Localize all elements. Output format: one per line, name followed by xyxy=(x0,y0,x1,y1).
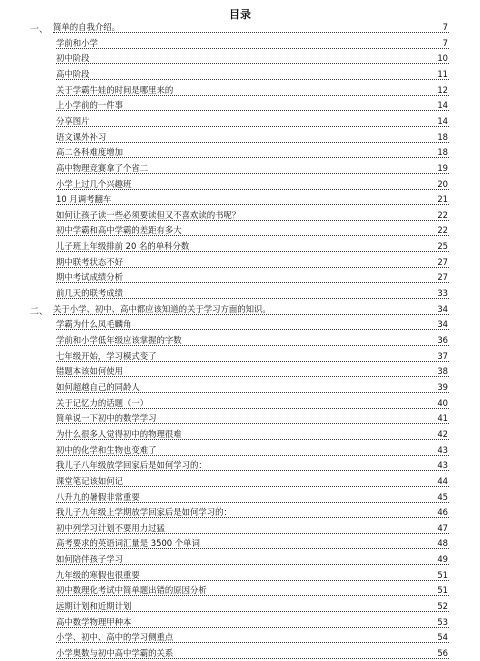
toc-entry[interactable] xyxy=(0,331,480,347)
toc-entry-text: 初中的化学和生物也变难了 xyxy=(56,444,157,455)
toc-entry[interactable] xyxy=(0,425,480,441)
page-number: 14 xyxy=(437,100,448,111)
toc-entry-text: 我儿子九年级上学期放学回家后是如何学习的： xyxy=(56,507,232,518)
page-number: 46 xyxy=(437,507,448,518)
page-number: 20 xyxy=(437,178,448,189)
toc-entry[interactable] xyxy=(0,81,480,97)
toc-entry-text: 八升九的暑假非常重要 xyxy=(56,491,140,502)
toc-entry[interactable] xyxy=(0,65,480,81)
page-number: 44 xyxy=(437,475,448,486)
toc-entry[interactable] xyxy=(0,456,480,472)
toc-entry-text: 九年级的寒假也很重要 xyxy=(56,569,140,580)
toc-entry[interactable] xyxy=(0,534,480,550)
page-number: 37 xyxy=(437,350,448,361)
toc-entry-text: 高中数学物理甲种本 xyxy=(56,616,132,627)
page-number: 40 xyxy=(437,397,448,408)
toc-entry[interactable] xyxy=(0,253,480,269)
toc-entry-text: 简单的自我介绍。 xyxy=(53,22,120,32)
page-number: 38 xyxy=(437,366,448,377)
toc-entry-text: 期中考试成绩分析 xyxy=(56,272,123,283)
page-number: 45 xyxy=(437,491,448,502)
toc-entry[interactable] xyxy=(0,519,480,535)
toc-entry[interactable] xyxy=(0,347,480,363)
toc-entry-text: 分享图片 xyxy=(56,115,90,126)
toc-title: 目录 xyxy=(229,8,251,21)
toc-entry[interactable] xyxy=(0,566,480,582)
toc-entry-text: 如何陪伴孩子学习 xyxy=(56,554,123,565)
page-number: 27 xyxy=(437,272,448,283)
page-number: 25 xyxy=(437,241,448,252)
toc-entry-text: 高考要求的英语词汇量是 3500 个单词 xyxy=(56,538,200,549)
toc-entry[interactable] xyxy=(0,112,480,128)
toc-entry-text: 课堂笔记该如何记 xyxy=(56,475,123,486)
page-number: 7 xyxy=(442,37,448,48)
page-number: 51 xyxy=(437,585,448,596)
toc-entry[interactable] xyxy=(0,409,480,425)
page-number: 12 xyxy=(437,84,448,95)
toc-entry-text: 初中数理化考试中简单题出错的原因分析 xyxy=(56,585,207,596)
toc-entry[interactable] xyxy=(0,597,480,613)
toc-entry-text: 七年级开始，学习模式变了 xyxy=(56,350,157,361)
toc-entry[interactable] xyxy=(0,503,480,519)
toc-entry-text: 学前和小学 xyxy=(56,37,98,48)
toc-entry-text: 学前和小学低年级应该掌握的字数 xyxy=(56,335,182,345)
page-number: 7 xyxy=(442,22,448,32)
toc-entry[interactable] xyxy=(0,190,480,206)
page-number: 33 xyxy=(437,288,448,299)
toc-entry-text: 初中列学习计划不要用力过猛 xyxy=(56,522,165,533)
toc-entry[interactable] xyxy=(0,613,480,629)
toc-section[interactable] xyxy=(0,300,480,316)
page-number: 49 xyxy=(437,554,448,565)
toc-entry-text: 如何让孩子读一些必须要读但又不喜欢读的书呢？ xyxy=(56,209,241,220)
page-number: 43 xyxy=(437,460,448,471)
toc-entry[interactable] xyxy=(0,143,480,159)
page-number: 22 xyxy=(437,209,448,220)
toc-entry-text: 初中学霸和高中学霸的差距有多大 xyxy=(56,225,182,236)
toc-entry-text: 高中物理竞赛拿了个省二 xyxy=(56,162,149,173)
page-number: 42 xyxy=(437,428,448,439)
toc-entry[interactable] xyxy=(0,34,480,50)
toc-entry-text: 小学上过几个兴趣班 xyxy=(56,178,132,189)
toc-entry[interactable] xyxy=(0,472,480,488)
page-number: 34 xyxy=(437,319,448,330)
toc-entry-text: 高二各科难度增加 xyxy=(56,147,123,158)
toc-entry-text: 关于记忆力的话题（一） xyxy=(56,397,149,408)
page-number: 39 xyxy=(437,381,448,392)
toc-entry[interactable] xyxy=(0,315,480,331)
toc-entry-text: 10 月调考翻车 xyxy=(56,194,112,205)
page-number: 51 xyxy=(437,569,448,580)
page-number: 36 xyxy=(437,335,448,345)
page-number: 48 xyxy=(437,538,448,549)
toc-entry-text: 上小学前的一件事 xyxy=(56,100,123,111)
toc-entry-text: 高中阶段 xyxy=(56,68,90,79)
toc-entry[interactable] xyxy=(0,96,480,112)
toc-entry-text: 我儿子八年级放学回家后是如何学习的： xyxy=(56,460,207,471)
toc-entry[interactable] xyxy=(0,378,480,394)
toc-entry-text: 为什么很多人觉得初中的物理很难 xyxy=(56,428,182,439)
page-number: 22 xyxy=(437,225,448,236)
page-number: 41 xyxy=(437,413,448,424)
toc-entry[interactable] xyxy=(0,394,480,410)
toc-entry[interactable] xyxy=(0,49,480,65)
toc-entry[interactable] xyxy=(0,362,480,378)
page-number: 11 xyxy=(437,68,448,79)
page-number: 43 xyxy=(437,444,448,455)
page-number: 27 xyxy=(437,256,448,267)
page-number: 34 xyxy=(437,303,448,314)
toc-section[interactable] xyxy=(0,18,480,34)
toc-entry-text: 语文课外补习 xyxy=(56,131,107,142)
page-number: 21 xyxy=(437,194,448,205)
page-number: 53 xyxy=(437,616,448,627)
toc-entry[interactable] xyxy=(0,550,480,566)
toc-entry-text: 期中联考状态不好 xyxy=(56,256,123,267)
toc-entry-text: 简单说一下初中的数学学习 xyxy=(56,413,157,424)
toc-entry-text: 远期计划和近期计划 xyxy=(56,601,132,612)
page-number: 47 xyxy=(437,522,448,533)
toc-entry[interactable] xyxy=(0,128,480,144)
toc-entry-text: 关于学霸牛娃的时间是哪里来的 xyxy=(56,84,174,95)
toc-entry-text: 初中阶段 xyxy=(56,53,90,64)
toc-entry[interactable] xyxy=(0,644,480,660)
toc-entry-text: 小学奥数与初中高中学霸的关系 xyxy=(56,648,174,658)
page-number: 19 xyxy=(437,162,448,173)
toc-entry[interactable] xyxy=(0,159,480,175)
toc-entry-text: 学霸为什么凤毛麟角 xyxy=(56,319,132,330)
toc-entry[interactable] xyxy=(0,175,480,191)
page-number: 18 xyxy=(437,147,448,158)
toc-entry[interactable] xyxy=(0,284,480,300)
page-number: 54 xyxy=(437,632,448,643)
toc-entry-text: 前几天的联考成绩 xyxy=(56,288,123,299)
toc-entry[interactable] xyxy=(0,268,480,284)
toc-entry[interactable] xyxy=(0,237,480,253)
toc-entry-text: 错题本该如何使用 xyxy=(56,366,123,377)
section-number: 一、 xyxy=(30,25,49,35)
section-number: 二、 xyxy=(30,306,49,317)
page-number: 56 xyxy=(437,648,448,658)
toc-entry-text: 关于小学、初中、高中都应该知道的关于学习方面的知识。 xyxy=(53,303,271,314)
page-number: 14 xyxy=(437,115,448,126)
toc-entry[interactable] xyxy=(0,206,480,222)
toc-entry-text: 小学、初中、高中的学习侧重点 xyxy=(56,632,174,643)
toc-entry[interactable] xyxy=(0,628,480,644)
toc-entry[interactable] xyxy=(0,488,480,504)
toc-entry[interactable] xyxy=(0,441,480,457)
toc-entry[interactable] xyxy=(0,581,480,597)
toc-entry-text: 如何超越自己的同龄人 xyxy=(56,381,140,392)
page-number: 18 xyxy=(437,131,448,142)
page-number: 52 xyxy=(437,601,448,612)
toc-entry[interactable] xyxy=(0,221,480,237)
toc-entry-text: 儿子班上年级排前 20 名的单科分数 xyxy=(56,241,190,252)
page-number: 10 xyxy=(437,53,448,64)
